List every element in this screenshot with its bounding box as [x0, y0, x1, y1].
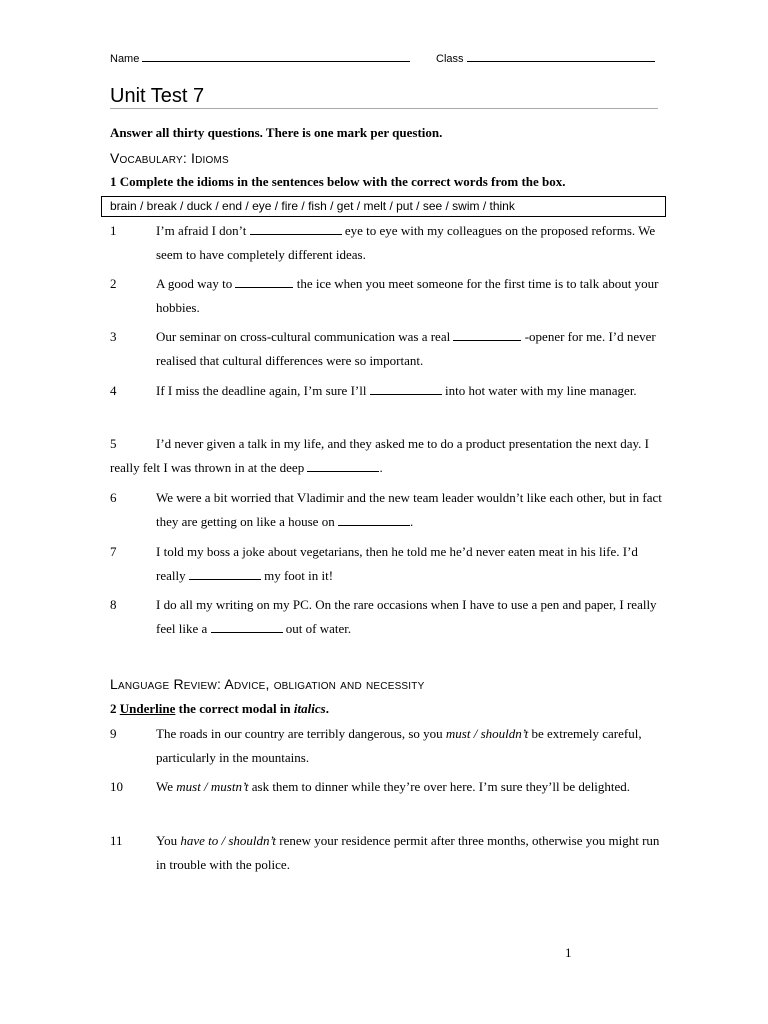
task-period: . [325, 701, 329, 716]
answer-blank[interactable] [338, 513, 410, 526]
modal-options[interactable]: must / shouldn’t [445, 726, 529, 741]
section-heading-language-review [110, 676, 424, 692]
question-number: 2 [110, 276, 117, 291]
question-text-after: into hot water with my line manager. [441, 383, 637, 398]
question-number: 5 [110, 436, 117, 451]
task-1-instruction [110, 174, 566, 190]
question-text [156, 379, 670, 403]
modal-options[interactable]: must / mustn’t [176, 779, 249, 794]
task-number: 1 [110, 174, 117, 189]
answer-blank[interactable] [453, 328, 521, 341]
class-field[interactable] [436, 49, 655, 65]
task-2-instruction [110, 701, 329, 717]
task-text: the correct modal in [178, 701, 291, 716]
section-heading-vocabulary [110, 150, 229, 166]
answer-blank[interactable] [211, 620, 283, 633]
question-number: 9 [110, 726, 117, 741]
question-number: 4 [110, 383, 117, 398]
question-text-after: the ice when you meet someone for the first time is to talk about your hobbies. [156, 276, 659, 315]
question-9 [110, 722, 670, 770]
question-text-after: . [379, 460, 383, 475]
question-text [156, 722, 670, 770]
question-3 [110, 325, 670, 373]
section-heading-text: Language Review: Advice, obligation and necessity [110, 676, 425, 692]
task-underlined-word: Underline [119, 701, 176, 716]
question-text [156, 219, 670, 267]
question-text [156, 272, 670, 320]
question-text-before: I’d never given a talk in my life, and they asked me to do a product presentation the next day. I really felt I was thrown in at the deep [110, 436, 649, 475]
question-7 [110, 540, 670, 588]
answer-blank[interactable] [307, 459, 379, 472]
question-number: 3 [110, 329, 117, 344]
name-blank-line[interactable] [142, 49, 410, 62]
question-text-before: We were a bit worried that Vladimir and the new team leader wouldn’t like each other, but in fact they are getting on like a house on [156, 490, 662, 529]
name-label: Name [110, 53, 140, 65]
page-number: 1 [565, 945, 572, 960]
question-text-before: I’m afraid I don’t [156, 223, 250, 238]
page-title: Unit Test 7 [110, 85, 205, 107]
class-label: Class [436, 53, 464, 65]
instructions: Answer all thirty questions. There is one mark per question. [110, 125, 443, 140]
task-text: Complete the idioms in the sentences below with the correct words from the box. [119, 174, 566, 189]
question-text-after: be extremely careful, particularly in the mountains. [156, 726, 642, 765]
answer-blank[interactable] [235, 275, 293, 288]
question-number: 1 [110, 223, 117, 238]
answer-blank[interactable] [370, 382, 442, 395]
answer-blank[interactable] [189, 567, 261, 580]
question-4 [110, 379, 670, 403]
question-11 [110, 829, 670, 877]
title-divider [110, 108, 658, 109]
question-5 [110, 432, 670, 480]
question-text-before: A good way to [156, 276, 236, 291]
question-text [156, 325, 670, 373]
question-text-before: If I miss the deadline again, I’m sure I’ll [156, 383, 370, 398]
question-text-before: I told my boss a joke about vegetarians, then he told me he’d never eaten meat in his life. I’d really [156, 544, 638, 583]
question-text-after: . [409, 514, 414, 529]
question-10 [110, 775, 670, 799]
task-number: 2 [110, 701, 117, 716]
question-text-before: The roads in our country are terribly dangerous, so you [156, 726, 446, 741]
question-text [110, 432, 670, 480]
question-number: 10 [110, 779, 123, 794]
class-blank-line[interactable] [467, 49, 655, 62]
question-number: 6 [110, 490, 117, 505]
question-text-after: out of water. [282, 621, 352, 636]
word-box: brain / break / duck / end / eye / fire / fish / get / melt / put / see / swim / think [101, 196, 666, 217]
answer-blank[interactable] [250, 222, 342, 235]
question-text-after: renew your residence permit after three months, otherwise you might run in trouble with the police. [156, 833, 660, 872]
question-6 [110, 486, 670, 534]
question-text-before: We [156, 779, 177, 794]
section-heading-text: Vocabulary: Idioms [110, 150, 229, 166]
question-text-after: my foot in it! [260, 568, 334, 583]
task-italic-word: italics [293, 701, 326, 716]
question-text [156, 593, 670, 641]
question-text [156, 829, 670, 877]
question-1 [110, 219, 670, 267]
question-text [156, 486, 670, 534]
question-text-before: Our seminar on cross-cultural communication was a real [156, 329, 454, 344]
question-text [156, 540, 670, 588]
question-text-before: I do all my writing on my PC. On the rare occasions when I have to use a pen and paper, I really feel like a [156, 597, 657, 636]
question-2 [110, 272, 670, 320]
modal-options[interactable]: have to / shouldn’t [180, 833, 277, 848]
question-text-before: You [156, 833, 181, 848]
question-text-after: eye to eye with my colleagues on the proposed reforms. We seem to have completely different ideas. [156, 223, 656, 262]
question-8 [110, 593, 670, 641]
question-number: 7 [110, 544, 117, 559]
question-text-after: ask them to dinner while they’re over here. I’m sure they’ll be delighted. [248, 779, 631, 794]
question-text-after: -opener for me. I’d never realised that cultural differences were so important. [156, 329, 656, 368]
question-text [156, 775, 670, 799]
question-number: 8 [110, 597, 117, 612]
question-number: 11 [110, 833, 123, 848]
name-field[interactable] [110, 49, 410, 65]
